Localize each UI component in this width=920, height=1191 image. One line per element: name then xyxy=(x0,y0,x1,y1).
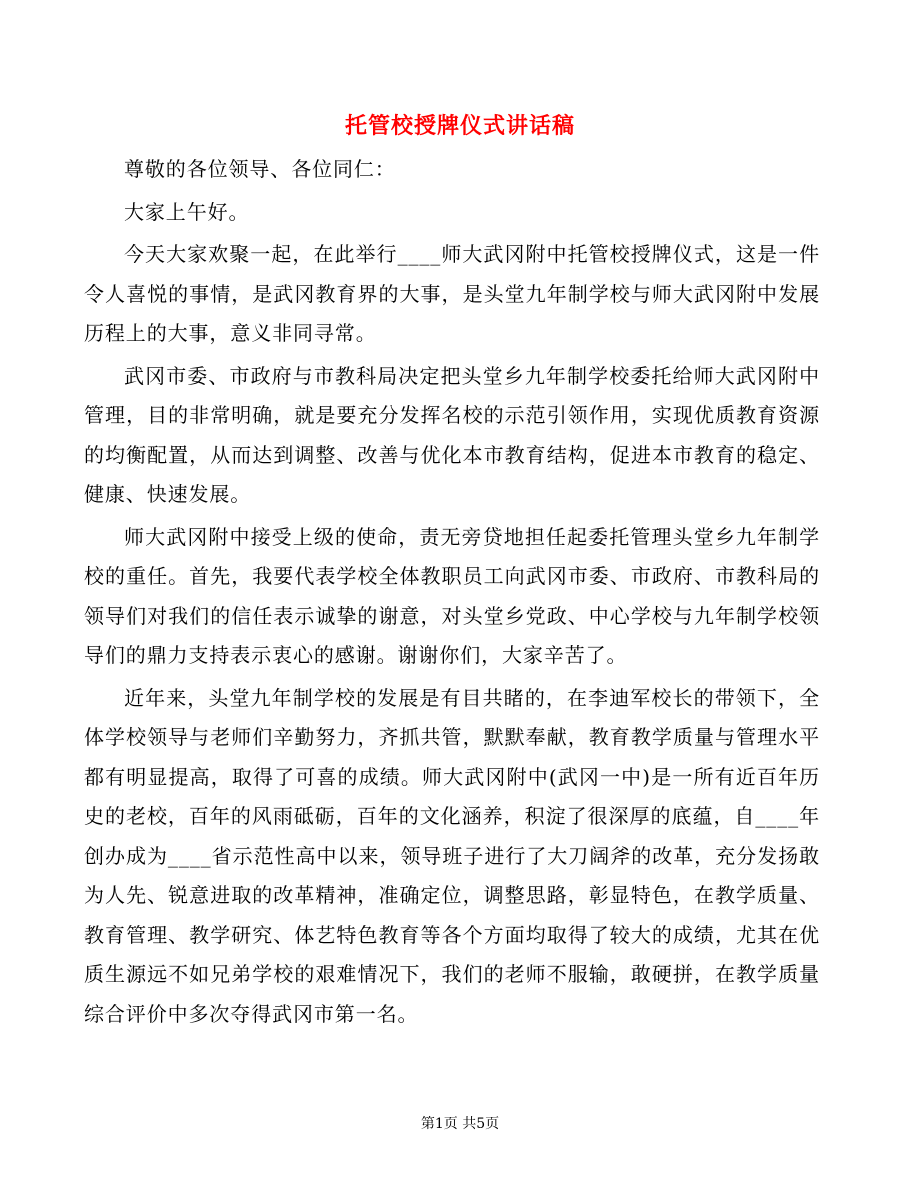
paragraph-greeting: 大家上午好。 xyxy=(124,199,250,224)
document-title: 托管校授牌仪式讲话稿 xyxy=(344,113,575,139)
paragraph: 今天大家欢聚一起，在此举行____师大武冈附中托管校授牌仪式，这是一件令人喜悦的事情，是武冈教育界的大事，是头堂九年制学校与师大武冈附中发展历程上的大事，意义非同寻常。 xyxy=(84,242,820,345)
document-body xyxy=(84,150,820,1037)
paragraph-salutation: 尊敬的各位领导、各位同仁： xyxy=(124,157,396,181)
paragraph: 师大武冈附中接受上级的使命，责无旁贷地担任起委托管理头堂乡九年制学校的重任。首先，我要代表学校全体教职员工向武冈市委、市政府、市教科局的领导们对我们的信任表示诚挚的谢意，对头堂乡党政、中心学校与九年制学校领导们的鼎力支持表示衷心的感谢。谢谢你们，大家辛苦了。 xyxy=(84,524,820,667)
paragraph: 武冈市委、市政府与市教科局决定把头堂乡九年制学校委托给师大武冈附中管理，目的非常明确，就是要充分发挥名校的示范引领作用，实现优质教育资源的均衡配置，从而达到调整、改善与优化本市教育结构，促进本市教育的稳定、健康、快速发展。 xyxy=(84,363,820,506)
page-number: 第1页 共5页 xyxy=(420,1116,500,1132)
paragraph: 近年来，头堂九年制学校的发展是有目共睹的，在李迪军校长的带领下，全体学校领导与老师们辛勤努力，齐抓共管，默默奉献，教育教学质量与管理水平都有明显提高，取得了可喜的成绩。师大武冈附中(武冈一中)是一所有近百年历史的老校，百年的风雨砥砺，百年的文化涵养，积淀了很深厚的底蕴，自____年创办成为____省示范性高中以来，领导班子进行了大刀阔斧的改革，充分发扬敢为人先、锐意进取的改革精神，准确定位，调整思路，彰显特色，在教学质量、教育管理、教学研究、体艺特色教育等各个方面均取得了较大的成绩，尤其在优质生源远不如兄弟学校的艰难情况下，我们的老师不服输，敢硬拼，在教学质量综合评价中多次夺得武冈市第一名。 xyxy=(84,685,820,1026)
